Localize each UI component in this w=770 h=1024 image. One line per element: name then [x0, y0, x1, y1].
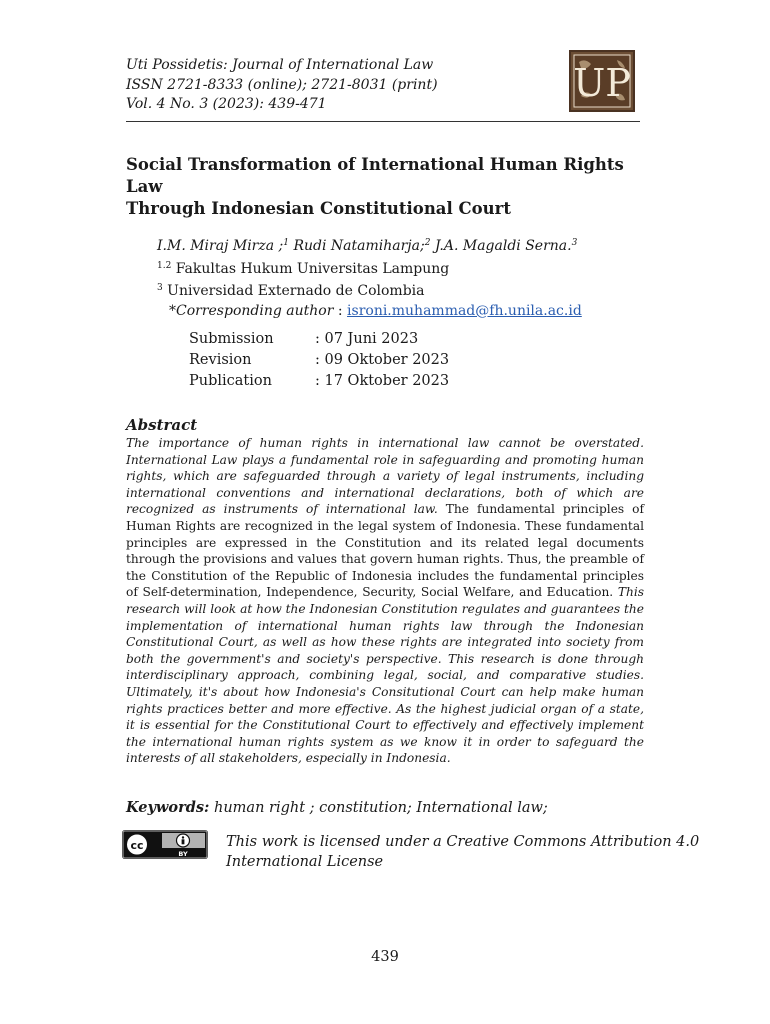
- affiliation-2-text: Universidad Externado de Colombia: [162, 283, 425, 299]
- keywords-line: [126, 799, 548, 816]
- title-line-2: Through Indonesian Constitutional Court: [126, 199, 511, 218]
- journal-logo: [569, 50, 635, 112]
- author-3-sup: 3: [571, 238, 578, 248]
- author-1: I.M. Miraj Mirza ;: [157, 238, 284, 254]
- affiliation-1: [157, 257, 582, 280]
- person-icon: [182, 836, 184, 838]
- affiliation-2-sup: 3: [157, 283, 163, 293]
- journal-volume: Vol. 4 No. 3 (2023): 439-471: [126, 96, 327, 112]
- keywords-text: human right ; constitution; International law;: [209, 800, 548, 816]
- abstract-part-3: This research will look at how the Indonesian Constitution regulates and guarantees the implementation of international human rights law through the Indonesian Constitutional Court, as well as how these rights are integrated into society from both the government's and society's perspective. This research is done through interdisciplinary approach, combining legal, social, and comparative studies. Ultimately, it's about how Indonesia's Consitutional Court can help make human rights practices better and more effective. As the highest judicial organ of a state, it is essential for the Constitutional Court to effectively and effectively implement the international human rights system as we know it in order to safeguard the interests of all stakeholders, especially in Indonesia.: [126, 585, 644, 766]
- license-line-2: International License: [226, 854, 384, 870]
- paper-title: [126, 154, 666, 220]
- journal-name: Uti Possidetis: Journal of International Law: [126, 57, 434, 73]
- license-line-1: This work is licensed under a Creative Commons Attribution 4.0: [226, 834, 700, 850]
- corresponding-sep: :: [333, 302, 348, 319]
- date-row-revision: [189, 350, 449, 371]
- title-line-1: Social Transformation of International Human Rights Law: [126, 155, 624, 196]
- corresponding-label: *Corresponding author: [169, 302, 334, 319]
- authors-block: [157, 234, 582, 321]
- author-1-sup: 1: [283, 238, 289, 248]
- affiliation-1-sup: 1.2: [157, 260, 172, 271]
- page-number: 439: [371, 949, 399, 965]
- logo-text: UP: [573, 61, 631, 105]
- date-value: : 07 Juni 2023: [315, 331, 419, 347]
- abstract-part-2: The fundamental principles of Human Rights are recognized in the legal system of Indonesia. These fundamental principles are expressed in the Constitution and its related legal documents through the provisions and values that govern human rights. Thus, the preamble of the Constitution of the Republic of Indonesia includes the fundamental principles of Self-determination, Independence, Security, Social Welfare, and Education.: [126, 502, 644, 600]
- license-text: [226, 832, 699, 872]
- dates-block: [189, 329, 449, 392]
- affiliation-1-text: Fakultas Hukum Universitas Lampung: [171, 260, 450, 277]
- abstract-part-1: The importance of human rights in international law cannot be overstated. International Law plays a fundamental role in safeguarding and promoting human rights, which are safeguarded through a variety of legal instruments, including international conventions and international declarations, both of which are recognized as instruments of international law.: [126, 436, 644, 517]
- author-list: [157, 234, 582, 257]
- keywords-label: Keywords:: [126, 799, 210, 816]
- author-3: J.A. Magaldi Serna.: [430, 238, 572, 254]
- abstract-heading: Abstract: [126, 416, 198, 434]
- author-2-sup: 2: [424, 238, 431, 248]
- date-label: Revision: [189, 352, 252, 368]
- author-2: Rudi Natamiharja;: [289, 238, 425, 254]
- date-label: Submission: [189, 331, 274, 347]
- journal-header: [126, 56, 438, 115]
- affiliation-2: [157, 279, 582, 302]
- cc-icon: cc: [130, 839, 144, 852]
- by-label: BY: [178, 850, 188, 858]
- dates-table: [189, 329, 449, 392]
- date-value: : 17 Oktober 2023: [315, 373, 450, 389]
- date-label: Publication: [189, 373, 272, 389]
- date-row-submission: [189, 329, 449, 350]
- abstract-body: [126, 435, 644, 767]
- cc-by-badge[interactable]: [122, 830, 208, 859]
- header-divider: [126, 121, 640, 122]
- date-row-publication: [189, 371, 449, 392]
- date-value: : 09 Oktober 2023: [315, 352, 450, 368]
- email-link[interactable]: isroni.muhammad@fh.unila.ac.id: [347, 302, 582, 319]
- journal-issn: ISSN 2721-8333 (online); 2721-8031 (print): [126, 76, 438, 93]
- corresponding-author: [157, 302, 582, 322]
